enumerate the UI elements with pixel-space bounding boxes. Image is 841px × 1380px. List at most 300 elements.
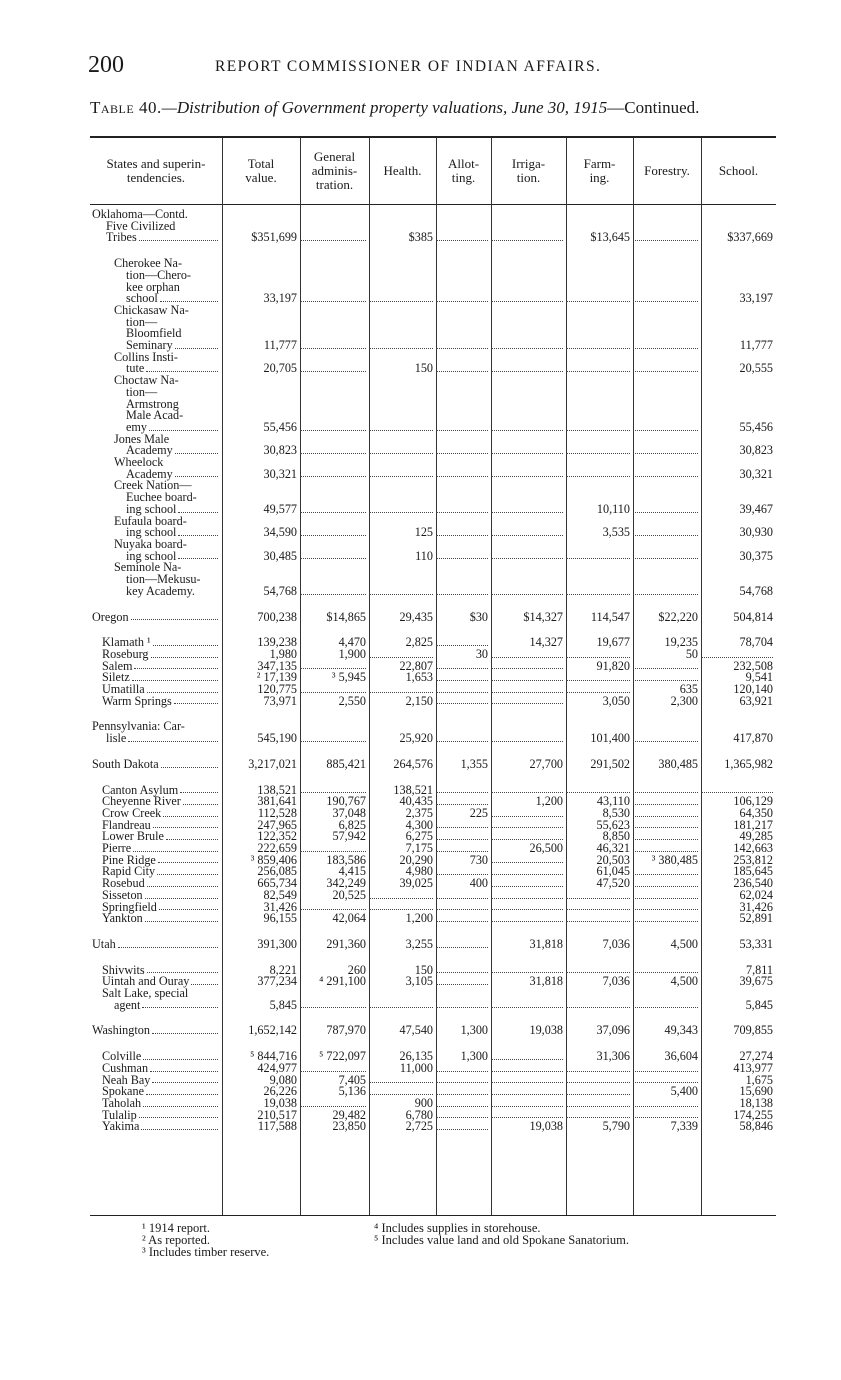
empty-cell-dots bbox=[566, 301, 630, 302]
row-label-line: Yakima bbox=[102, 1119, 140, 1134]
value-cell: 55,623 bbox=[596, 817, 630, 832]
empty-cell-dots bbox=[436, 476, 488, 477]
value-cell: 22,807 bbox=[399, 658, 433, 673]
empty-cell-dots bbox=[633, 668, 698, 669]
empty-cell-dots bbox=[566, 558, 630, 559]
row-label-line: Eufaula board- bbox=[114, 513, 187, 528]
empty-cell-dots bbox=[436, 1082, 488, 1083]
empty-cell bbox=[436, 480, 491, 515]
table-label: Table 40. bbox=[90, 98, 162, 117]
empty-cell-dots bbox=[491, 839, 563, 840]
empty-cell bbox=[491, 305, 566, 352]
leader-dots bbox=[183, 804, 218, 805]
column-header-line: ing. bbox=[589, 170, 610, 185]
value-cell: 2,300 bbox=[670, 693, 698, 708]
empty-cell-dots bbox=[491, 1007, 563, 1008]
table-row bbox=[90, 976, 776, 988]
column-header-line: Irriga- bbox=[511, 156, 546, 171]
empty-cell-dots bbox=[369, 348, 433, 349]
value-cell: 120,775 bbox=[257, 682, 297, 697]
value-cell: 78,704 bbox=[739, 635, 773, 650]
empty-cell bbox=[491, 209, 566, 244]
empty-cell bbox=[566, 890, 633, 902]
value-cell: $14,327 bbox=[523, 609, 563, 624]
value-cell: 138,521 bbox=[257, 782, 297, 797]
empty-cell bbox=[436, 457, 491, 480]
value-cell: 1,980 bbox=[269, 646, 297, 661]
value-cell: 4,300 bbox=[405, 817, 433, 832]
value-cell: 150 bbox=[414, 361, 433, 376]
table-row bbox=[90, 1051, 776, 1063]
empty-cell bbox=[633, 902, 701, 914]
empty-cell bbox=[300, 721, 369, 744]
table-row bbox=[90, 756, 776, 771]
row-label-line: Lower Brule bbox=[102, 829, 164, 844]
value-cell: 3,535 bbox=[602, 525, 630, 540]
empty-cell bbox=[491, 890, 566, 902]
empty-cell-dots bbox=[436, 874, 488, 875]
empty-cell-dots bbox=[436, 972, 488, 973]
empty-cell bbox=[369, 562, 436, 597]
empty-cell bbox=[436, 831, 491, 843]
value-cell: 635 bbox=[679, 682, 698, 697]
value-cell: 181,217 bbox=[733, 817, 773, 832]
value-cell: 183,586 bbox=[326, 852, 366, 867]
row-label-line: ing school bbox=[126, 525, 177, 540]
table-row bbox=[90, 878, 776, 890]
value-cell: 210,517 bbox=[257, 1107, 297, 1122]
value-cell: 30,823 bbox=[263, 443, 297, 458]
value-cell: 43,110 bbox=[596, 794, 630, 809]
row-label bbox=[90, 375, 222, 434]
leader-dots bbox=[139, 240, 218, 241]
value-cell: 11,777 bbox=[739, 338, 773, 353]
row-label-line: tion— bbox=[126, 384, 158, 399]
empty-cell-dots bbox=[491, 1071, 563, 1072]
row-label-line: Academy bbox=[126, 443, 173, 458]
empty-cell bbox=[300, 988, 369, 1011]
empty-cell-dots bbox=[491, 240, 563, 241]
value-cell: 64,350 bbox=[739, 805, 773, 820]
value-cell: 391,300 bbox=[257, 936, 297, 951]
empty-cell bbox=[436, 352, 491, 375]
empty-cell bbox=[491, 913, 566, 925]
table-title bbox=[90, 98, 699, 118]
leader-dots bbox=[178, 535, 218, 536]
table-row bbox=[90, 805, 776, 820]
empty-cell-dots bbox=[633, 301, 698, 302]
empty-cell-dots bbox=[491, 1094, 563, 1095]
empty-cell bbox=[633, 1098, 701, 1110]
leader-dots bbox=[118, 947, 218, 948]
empty-cell-dots bbox=[491, 862, 563, 863]
value-cell: 291,360 bbox=[326, 936, 366, 951]
empty-cell-dots bbox=[633, 886, 698, 887]
empty-cell-dots bbox=[633, 1007, 698, 1008]
empty-cell bbox=[491, 661, 566, 673]
empty-cell-dots bbox=[633, 1082, 698, 1083]
row-label-line: Shivwits bbox=[102, 962, 145, 977]
value-cell: 14,327 bbox=[529, 635, 563, 650]
empty-cell-dots bbox=[436, 558, 488, 559]
empty-cell-dots bbox=[369, 476, 433, 477]
value-cell: 11,000 bbox=[399, 1060, 433, 1075]
empty-cell-dots bbox=[436, 1117, 488, 1118]
empty-cell bbox=[633, 305, 701, 352]
empty-cell bbox=[436, 1098, 491, 1110]
value-cell: 381,641 bbox=[257, 794, 297, 809]
empty-cell bbox=[566, 305, 633, 352]
table-row bbox=[90, 1060, 776, 1075]
footnote-5: ⁵ Includes value land and old Spokane Sanatorium. bbox=[374, 1233, 629, 1247]
empty-cell-dots bbox=[300, 1071, 366, 1072]
value-cell: 117,588 bbox=[257, 1119, 297, 1134]
empty-cell-dots bbox=[436, 668, 488, 669]
empty-cell-dots bbox=[566, 1007, 630, 1008]
row-label-line: kee orphan bbox=[126, 279, 180, 294]
empty-cell-dots bbox=[436, 535, 488, 536]
empty-cell-dots bbox=[633, 1071, 698, 1072]
empty-cell-dots bbox=[701, 657, 773, 658]
value-cell: 377,234 bbox=[257, 974, 297, 989]
leader-dots bbox=[159, 909, 218, 910]
table-row bbox=[90, 658, 776, 673]
table-row bbox=[90, 1086, 776, 1098]
irrigation-header bbox=[491, 138, 566, 204]
row-label bbox=[90, 988, 222, 1011]
value-cell: ³ 5,945 bbox=[331, 670, 366, 685]
empty-cell-dots bbox=[633, 680, 698, 681]
leader-dots bbox=[147, 972, 218, 973]
empty-cell-dots bbox=[701, 792, 773, 793]
value-cell: 1,355 bbox=[460, 756, 488, 771]
empty-cell bbox=[436, 1075, 491, 1087]
value-cell: 7,339 bbox=[670, 1119, 698, 1134]
empty-cell bbox=[633, 352, 701, 375]
value-cell: 504,814 bbox=[733, 609, 773, 624]
empty-cell-dots bbox=[300, 453, 366, 454]
row-label bbox=[90, 609, 222, 624]
value-cell: 58,846 bbox=[739, 1119, 773, 1134]
value-cell: 26,135 bbox=[399, 1049, 433, 1064]
row-label-line: Jones Male bbox=[114, 431, 170, 446]
table-row bbox=[90, 817, 776, 832]
empty-cell-dots bbox=[491, 1106, 563, 1107]
value-cell: 106,129 bbox=[733, 794, 773, 809]
value-cell: 424,977 bbox=[257, 1060, 297, 1075]
value-cell: 19,038 bbox=[263, 1096, 297, 1110]
value-cell: 49,577 bbox=[263, 501, 297, 516]
value-cell: 253,812 bbox=[733, 852, 773, 867]
table-suffix: —Continued. bbox=[607, 98, 700, 117]
value-cell: 1,365,982 bbox=[724, 756, 773, 771]
value-cell: 53,331 bbox=[739, 936, 773, 951]
empty-cell-dots bbox=[436, 741, 488, 742]
empty-cell-dots bbox=[369, 301, 433, 302]
value-cell: 91,820 bbox=[596, 658, 630, 673]
value-cell: 33,197 bbox=[739, 291, 773, 306]
value-cell: 62,024 bbox=[739, 887, 773, 902]
value-cell: ³ 380,485 bbox=[651, 852, 698, 867]
column-header-line: School. bbox=[718, 163, 759, 178]
value-cell: 30,321 bbox=[263, 466, 297, 481]
row-label bbox=[90, 936, 222, 951]
empty-cell bbox=[566, 457, 633, 480]
table-row bbox=[90, 721, 776, 744]
row-label bbox=[90, 302, 222, 353]
empty-cell bbox=[369, 457, 436, 480]
value-cell: 2,150 bbox=[405, 693, 433, 708]
value-cell: 700,238 bbox=[257, 609, 297, 624]
value-cell: 2,550 bbox=[338, 693, 366, 708]
value-cell: 57,942 bbox=[332, 829, 366, 844]
table-row bbox=[90, 536, 776, 563]
value-cell: 15,690 bbox=[739, 1084, 773, 1099]
leader-dots bbox=[139, 1117, 218, 1118]
leader-dots bbox=[149, 430, 218, 431]
empty-cell-dots bbox=[436, 909, 488, 910]
empty-cell bbox=[491, 480, 566, 515]
row-label-line: Salt Lake, special bbox=[102, 986, 189, 1001]
leader-dots bbox=[142, 1007, 218, 1008]
farming-header bbox=[566, 138, 633, 204]
row-label-line: tion— bbox=[126, 314, 158, 329]
value-cell: 39,025 bbox=[399, 876, 433, 891]
value-cell: 31,818 bbox=[529, 974, 563, 989]
empty-cell bbox=[491, 866, 566, 878]
empty-cell bbox=[491, 1051, 566, 1063]
column-header-line: tion. bbox=[516, 170, 541, 185]
empty-cell bbox=[633, 890, 701, 902]
value-cell: 7,811 bbox=[746, 962, 773, 977]
empty-cell bbox=[436, 976, 491, 988]
value-cell: 30,321 bbox=[739, 466, 773, 481]
empty-cell-dots bbox=[491, 476, 563, 477]
value-cell: 8,850 bbox=[602, 829, 630, 844]
table-row bbox=[90, 672, 776, 684]
empty-cell bbox=[369, 258, 436, 305]
leader-dots bbox=[157, 874, 218, 875]
value-cell: 1,675 bbox=[745, 1072, 773, 1087]
empty-cell-dots bbox=[491, 668, 563, 669]
empty-cell-dots bbox=[566, 909, 630, 910]
empty-cell-dots bbox=[633, 921, 698, 922]
row-label bbox=[90, 209, 222, 244]
leader-dots bbox=[180, 792, 218, 793]
row-label-line: agent bbox=[114, 997, 141, 1012]
empty-cell-dots bbox=[566, 657, 630, 658]
row-label-line: Pierre bbox=[102, 841, 132, 856]
empty-cell bbox=[436, 1110, 491, 1122]
empty-cell bbox=[300, 480, 369, 515]
row-label-line: Salem bbox=[102, 658, 133, 673]
empty-cell-dots bbox=[436, 512, 488, 513]
value-cell: $385 bbox=[408, 230, 433, 245]
row-label-line: Oregon bbox=[92, 609, 129, 624]
footnote-4: ⁴ Includes supplies in storehouse. bbox=[374, 1221, 541, 1235]
value-cell: 4,415 bbox=[338, 864, 366, 879]
row-label-line: Crow Creek bbox=[102, 805, 162, 820]
row-label bbox=[90, 693, 222, 708]
empty-cell-dots bbox=[300, 851, 366, 852]
empty-cell-dots bbox=[436, 703, 488, 704]
value-cell: 8,530 bbox=[602, 805, 630, 820]
value-cell: 31,426 bbox=[739, 899, 773, 914]
row-label-line: Bloomfield bbox=[126, 326, 182, 341]
row-label-line: Spokane bbox=[102, 1084, 144, 1099]
empty-cell bbox=[633, 562, 701, 597]
empty-cell-dots bbox=[369, 1094, 433, 1095]
empty-cell-dots bbox=[633, 804, 698, 805]
table-row bbox=[90, 302, 776, 353]
row-label-line: Armstrong bbox=[126, 396, 179, 411]
empty-cell bbox=[369, 375, 436, 434]
empty-cell bbox=[566, 258, 633, 305]
empty-cell bbox=[633, 516, 701, 539]
empty-cell bbox=[633, 721, 701, 744]
empty-cell-dots bbox=[633, 453, 698, 454]
row-label-line: ing school bbox=[126, 548, 177, 563]
value-cell: 260 bbox=[347, 962, 366, 977]
empty-cell-dots bbox=[566, 1117, 630, 1118]
row-label-line: Flandreau bbox=[102, 817, 151, 832]
empty-cell-dots bbox=[491, 680, 563, 681]
empty-cell bbox=[436, 1063, 491, 1075]
table-row bbox=[90, 988, 776, 1011]
empty-cell bbox=[566, 1086, 633, 1098]
empty-cell-dots bbox=[436, 792, 488, 793]
empty-cell bbox=[369, 480, 436, 515]
leader-dots bbox=[153, 645, 218, 646]
leader-dots bbox=[166, 839, 218, 840]
empty-cell bbox=[436, 684, 491, 696]
column-header-line: Total bbox=[247, 156, 275, 171]
empty-cell bbox=[369, 890, 436, 902]
empty-cell bbox=[436, 539, 491, 562]
empty-cell-dots bbox=[633, 512, 698, 513]
empty-cell-dots bbox=[300, 430, 366, 431]
table-row bbox=[90, 209, 776, 244]
value-cell: 122,352 bbox=[257, 829, 297, 844]
empty-cell-dots bbox=[491, 874, 563, 875]
row-label-line: key Academy. bbox=[126, 583, 195, 598]
empty-cell-dots bbox=[300, 240, 366, 241]
row-label-line: Euchee board- bbox=[126, 490, 197, 505]
value-cell: 9,080 bbox=[269, 1072, 297, 1087]
row-label bbox=[90, 480, 222, 515]
row-label-line: Rapid City bbox=[102, 864, 156, 879]
empty-cell bbox=[300, 457, 369, 480]
value-cell: 40,435 bbox=[399, 794, 433, 809]
value-cell: 7,175 bbox=[405, 841, 433, 856]
empty-cell bbox=[491, 434, 566, 457]
empty-cell-dots bbox=[633, 371, 698, 372]
empty-cell-dots bbox=[491, 371, 563, 372]
row-label-line: Tulalip bbox=[102, 1107, 137, 1122]
leader-dots bbox=[143, 1059, 218, 1060]
empty-cell bbox=[491, 375, 566, 434]
value-cell: 400 bbox=[469, 876, 488, 891]
value-cell: 1,200 bbox=[405, 911, 433, 926]
value-cell: $337,669 bbox=[727, 230, 773, 245]
empty-cell bbox=[436, 258, 491, 305]
empty-cell-dots bbox=[633, 1106, 698, 1107]
empty-cell bbox=[566, 902, 633, 914]
row-label-line: Utah bbox=[92, 936, 116, 951]
value-cell: 101,400 bbox=[590, 731, 630, 746]
value-cell: 5,845 bbox=[745, 997, 773, 1012]
empty-cell-dots bbox=[300, 692, 366, 693]
leader-dots bbox=[178, 512, 218, 513]
row-label-line: Cushman bbox=[102, 1060, 149, 1075]
table-row bbox=[90, 1121, 776, 1133]
empty-cell-dots bbox=[436, 827, 488, 828]
row-label-line: Klamath ¹ bbox=[102, 635, 151, 650]
column-header-line: Forestry. bbox=[644, 163, 690, 178]
value-cell: 120,140 bbox=[733, 682, 773, 697]
row-label-line: Choctaw Na- bbox=[114, 373, 179, 388]
value-cell: 236,540 bbox=[733, 876, 773, 891]
empty-cell bbox=[491, 539, 566, 562]
empty-cell bbox=[369, 988, 436, 1011]
leader-dots bbox=[128, 741, 218, 742]
empty-cell bbox=[633, 820, 701, 832]
empty-cell bbox=[436, 939, 491, 951]
forestry-header bbox=[633, 138, 701, 204]
row-label-line: tion—Mekusu- bbox=[126, 572, 201, 587]
states-header bbox=[90, 138, 222, 204]
value-cell: 256,085 bbox=[257, 864, 297, 879]
empty-cell bbox=[369, 434, 436, 457]
empty-cell bbox=[491, 820, 566, 832]
table-row bbox=[90, 866, 776, 878]
value-cell: 23,850 bbox=[332, 1119, 366, 1134]
value-cell: 112,528 bbox=[257, 805, 297, 820]
row-label-line: Taholah bbox=[102, 1096, 142, 1110]
empty-cell-dots bbox=[491, 972, 563, 973]
value-cell: 190,767 bbox=[326, 794, 366, 809]
empty-cell-dots bbox=[491, 1082, 563, 1083]
empty-cell bbox=[300, 562, 369, 597]
row-label-line: Seminole Na- bbox=[114, 560, 182, 575]
row-label-line: Neah Bay bbox=[102, 1072, 151, 1087]
empty-cell-dots bbox=[633, 558, 698, 559]
empty-cell-dots bbox=[369, 1082, 433, 1083]
row-label bbox=[90, 1121, 222, 1133]
value-cell: 4,500 bbox=[670, 974, 698, 989]
table-row bbox=[90, 457, 776, 480]
empty-cell-dots bbox=[369, 692, 433, 693]
row-label bbox=[90, 562, 222, 597]
value-cell: 1,200 bbox=[535, 794, 563, 809]
empty-cell-dots bbox=[436, 430, 488, 431]
table-row bbox=[90, 349, 776, 376]
value-cell: 174,255 bbox=[733, 1107, 773, 1122]
empty-cell-dots bbox=[491, 1117, 563, 1118]
leader-dots bbox=[145, 921, 218, 922]
empty-cell-dots bbox=[491, 348, 563, 349]
empty-cell bbox=[436, 305, 491, 352]
empty-cell-dots bbox=[436, 240, 488, 241]
value-cell: 50 bbox=[685, 646, 698, 661]
empty-cell bbox=[436, 516, 491, 539]
table-row bbox=[90, 899, 776, 914]
value-cell: 20,290 bbox=[399, 852, 433, 867]
row-label bbox=[90, 513, 222, 540]
empty-cell-dots bbox=[491, 512, 563, 513]
value-cell: 291,502 bbox=[590, 756, 630, 771]
empty-cell bbox=[491, 1086, 566, 1098]
